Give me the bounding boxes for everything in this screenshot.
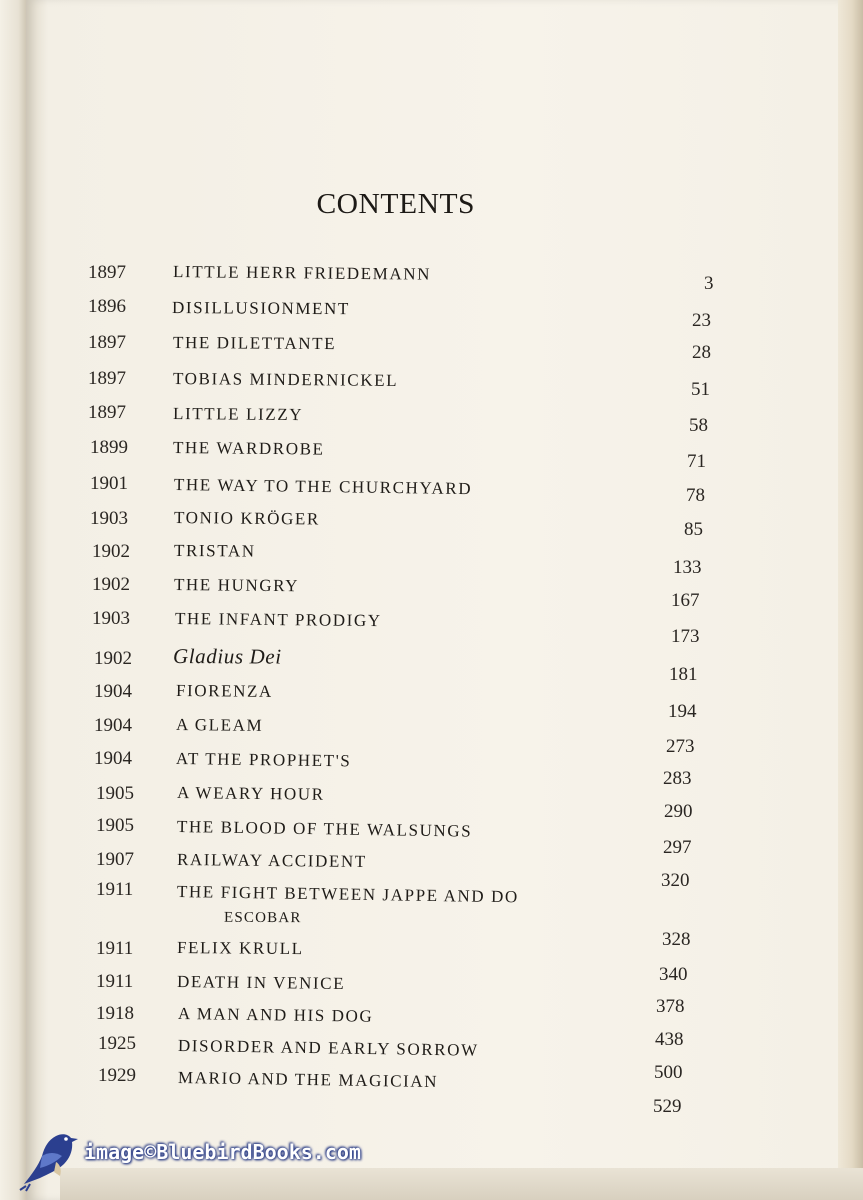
watermark [18,1122,438,1192]
entry-year: 1904 [94,681,132,702]
entry-page-number: 283 [663,768,692,789]
entry-page-number: 328 [662,929,691,950]
entry-title: FELIX KRULL [176,938,304,959]
entry-page-number: 3 [704,273,714,294]
entry-title: RAILWAY ACCIDENT [176,850,367,871]
entry-year: 1899 [90,437,128,458]
entry-year: 1905 [96,783,134,804]
bluebird-icon [18,1122,82,1192]
entry-page-number: 529 [653,1096,682,1117]
entry-page-number: 500 [654,1062,683,1083]
entry-title: THE WARDROBE [172,438,325,459]
entry-page-number: 438 [655,1029,684,1050]
entry-page-number: 378 [656,996,685,1017]
entry-title-continuation: ESCOBAR [223,909,302,927]
entry-year: 1896 [88,296,126,317]
entry-title: Gladius Dei [172,644,282,669]
entry-page-number: 273 [666,736,695,757]
entry-title: DISORDER AND EARLY SORROW [177,1036,479,1060]
entry-page-number: 320 [661,870,690,891]
entry-title: AT THE PROPHET'S [175,749,352,771]
entry-title: LITTLE HERR FRIEDEMANN [172,262,432,284]
entry-year: 1897 [88,262,126,283]
entry-title: A GLEAM [175,715,264,735]
entry-title: THE FIGHT BETWEEN JAPPE AND DO [176,882,519,907]
entry-year: 1897 [88,368,126,389]
entry-page-number: 58 [689,415,708,436]
entry-year: 1904 [94,748,132,769]
entry-page-number: 297 [663,837,692,858]
entry-page-number: 194 [668,701,697,722]
entry-title: A MAN AND HIS DOG [177,1004,374,1026]
entry-year: 1929 [98,1065,136,1086]
entry-page-number: 28 [692,342,711,363]
entry-year: 1911 [96,971,134,992]
entry-year: 1911 [96,938,134,959]
entry-year: 1904 [94,715,132,736]
entry-year: 1897 [88,332,126,353]
entry-title: MARIO AND THE MAGICIAN [177,1068,439,1092]
watermark-text: image©BluebirdBooks.com [84,1140,361,1164]
entry-title: DEATH IN VENICE [176,972,346,994]
entry-page-number: 51 [691,379,710,400]
entry-page-number: 173 [671,626,700,647]
entry-title: THE BLOOD OF THE WALSUNGS [176,817,473,841]
entry-year: 1903 [90,508,128,529]
entry-page-number: 23 [692,310,711,331]
entry-title: LITTLE LIZZY [172,404,304,425]
entry-year: 1918 [96,1003,134,1024]
entry-title: THE HUNGRY [173,575,300,596]
entry-page-number: 133 [673,557,702,578]
entry-title: DISILLUSIONMENT [171,298,351,319]
entry-title: TOBIAS MINDERNICKEL [172,369,399,390]
entry-year: 1901 [90,473,128,494]
entry-page-number: 340 [659,964,688,985]
entry-page-number: 167 [671,590,700,611]
entry-year: 1905 [96,815,134,836]
entry-page-number: 71 [687,451,706,472]
entry-year: 1902 [92,574,130,595]
entry-title: FIORENZA [175,681,273,701]
entry-title: THE WAY TO THE CHURCHYARD [173,475,473,499]
entry-title: THE INFANT PRODIGY [174,609,382,631]
entry-year: 1925 [98,1033,136,1054]
entry-year: 1902 [92,541,130,562]
entry-page-number: 181 [669,664,698,685]
entry-title: TRISTAN [173,541,256,561]
entry-title: THE DILETTANTE [172,333,337,354]
entry-year: 1911 [96,879,134,900]
entry-year: 1902 [94,648,132,669]
entry-title: TONIO KRÖGER [173,508,321,529]
entry-year: 1903 [92,608,130,629]
entry-page-number: 290 [664,801,693,822]
entry-page-number: 85 [684,519,703,540]
entry-page-number: 78 [686,485,705,506]
entry-title: A WEARY HOUR [176,783,325,804]
page-title: CONTENTS [316,188,476,220]
entry-year: 1897 [88,402,126,423]
entry-year: 1907 [96,849,134,870]
